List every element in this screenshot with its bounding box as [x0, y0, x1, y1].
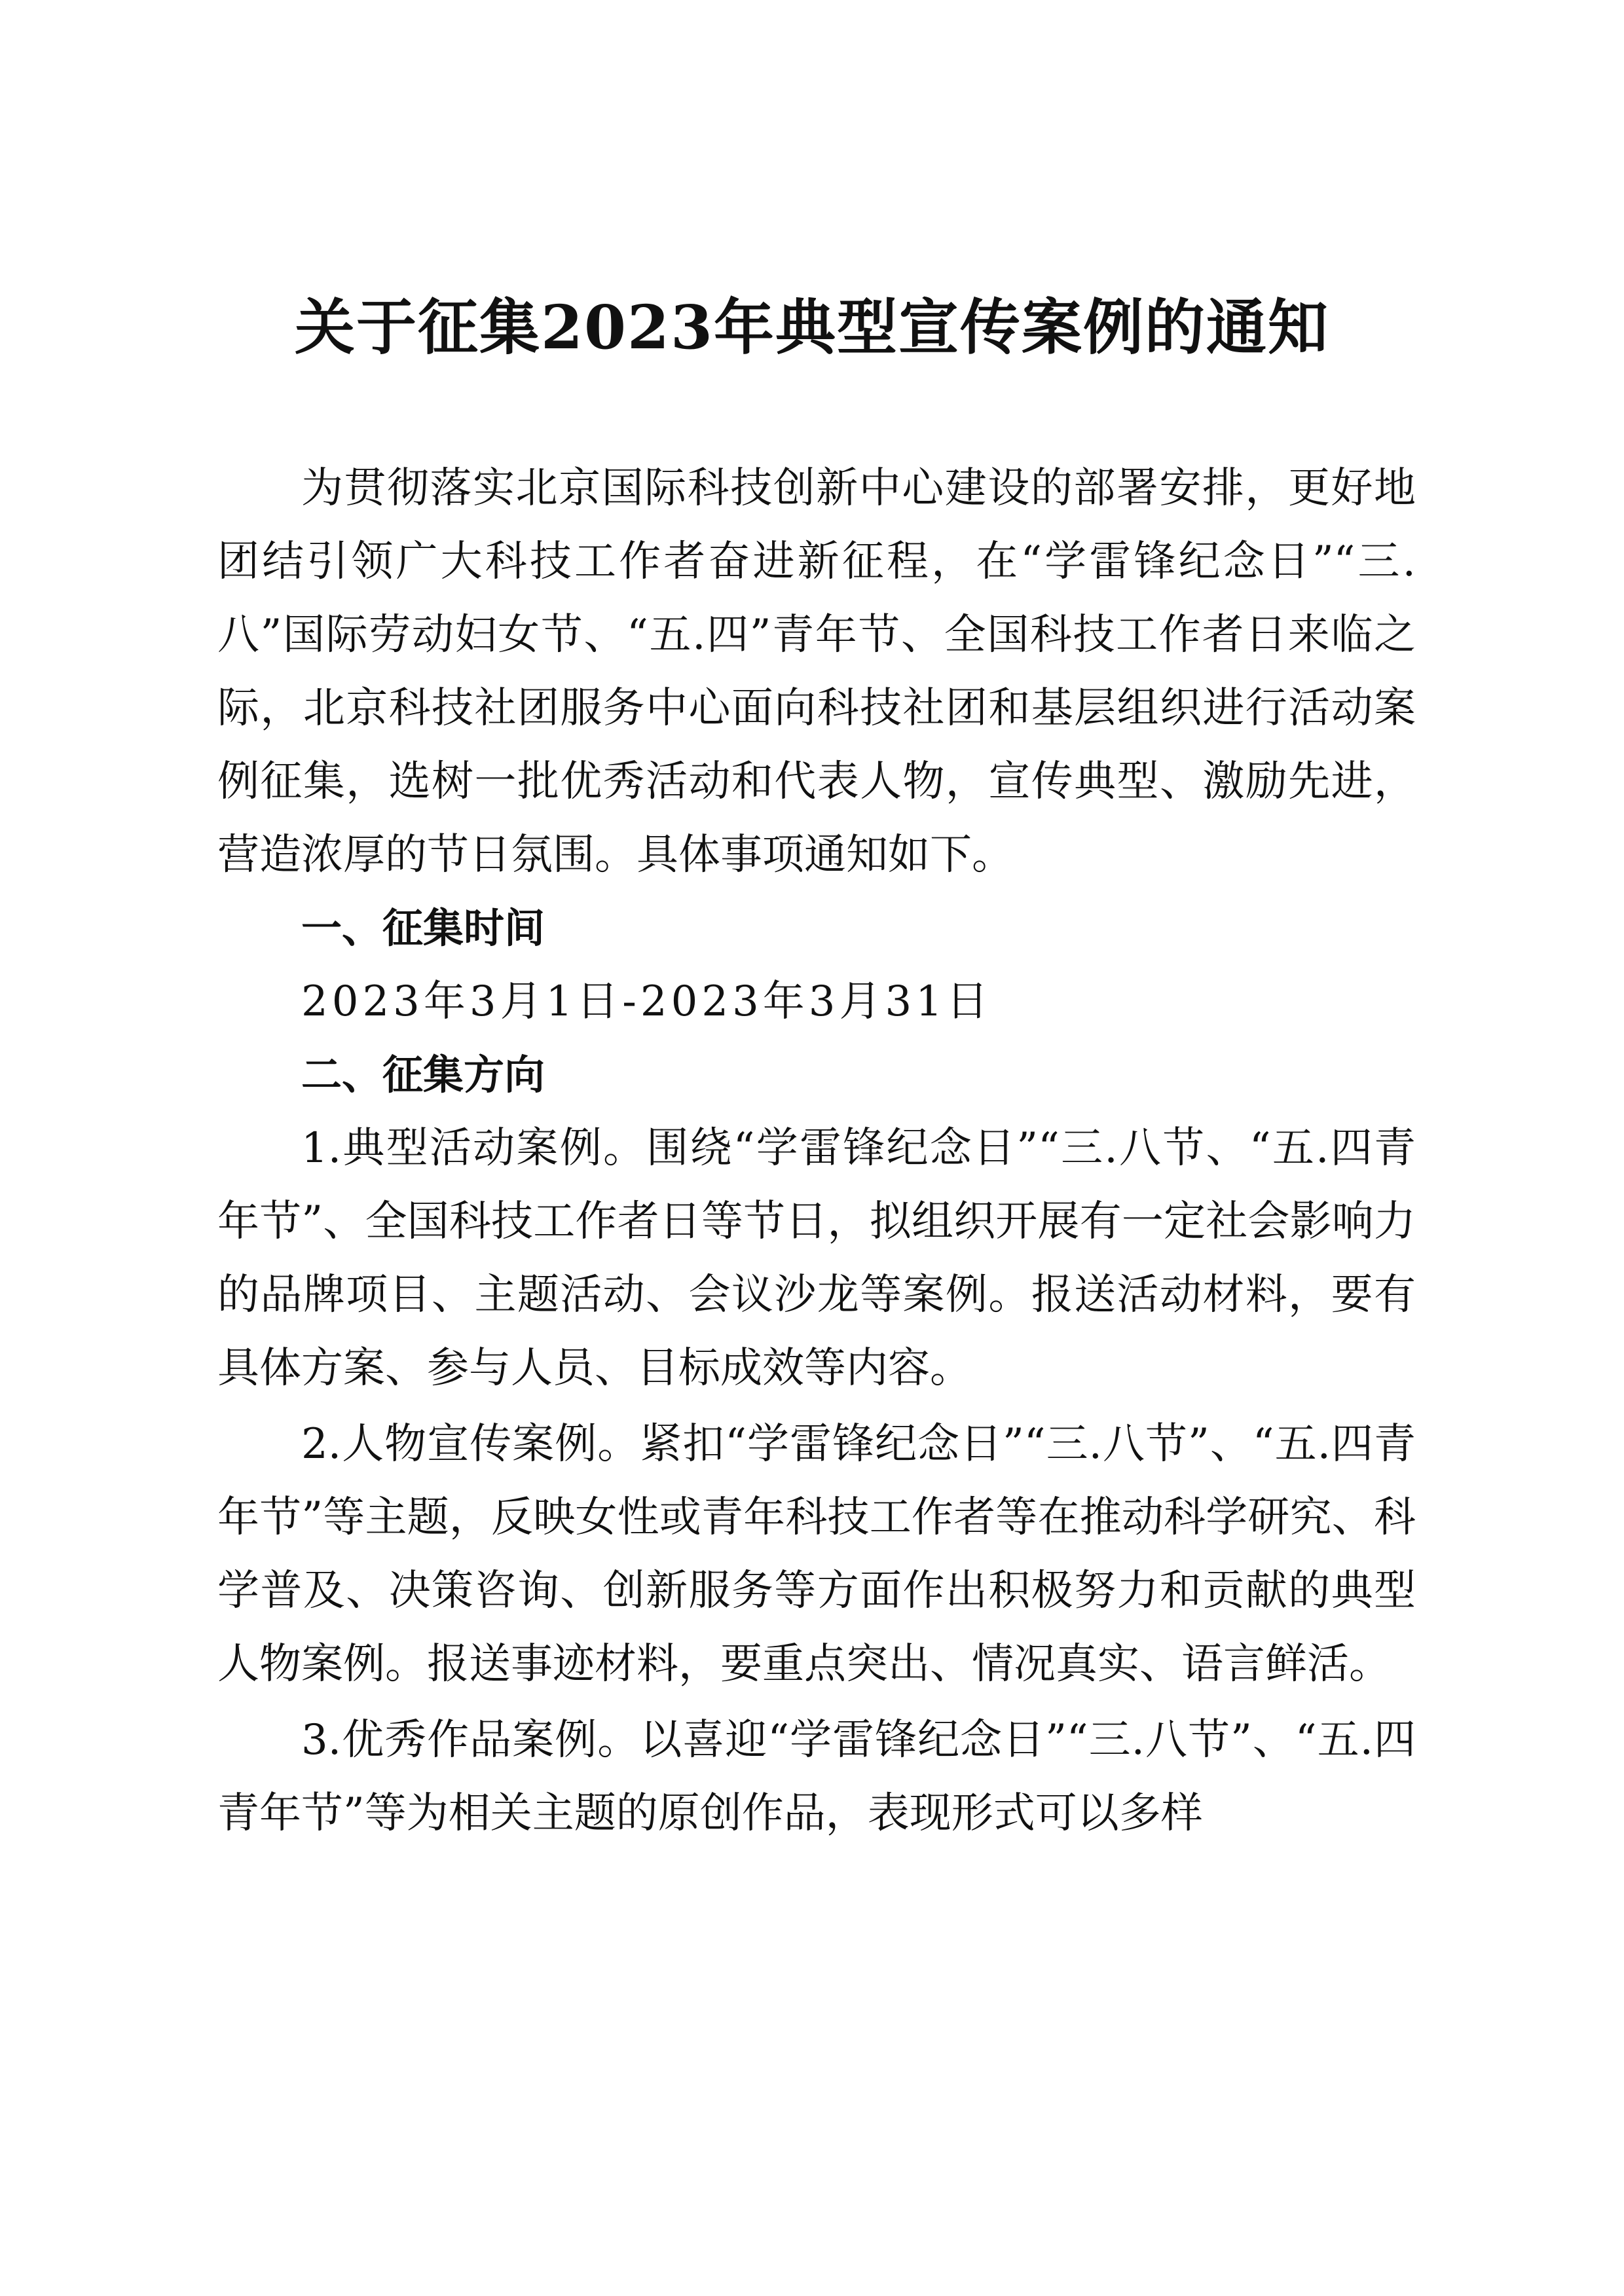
- item-people-publicity-cases: 2.人物宣传案例。紧扣“学雷锋纪念日”“三.八节”、“五.四青年节”等主题，反映女性或青年科技工作者等在推动科学研究、科学普及、决策咨询、创新服务等方面作出积极努力和贡献的典型人物案例。报送事迹材料，要重点突出、情况真实、语言鲜活。: [217, 1420, 1416, 1688]
- item-typical-activity-cases: 1.典型活动案例。围绕“学雷锋纪念日”“三.八节、“五.四青年节”、全国科技工作者日等节日，拟组织开展有一定社会影响力的品牌项目、主题活动、会议沙龙等案例。报送活动材料，要有具体方案、参与人员、目标成效等内容。: [217, 1124, 1416, 1393]
- item-excellent-work-cases: 3.优秀作品案例。以喜迎“学雷锋纪念日”“三.八节”、“五.四青年节”等为相关主题的原创作品，表现形式可以多样: [217, 1716, 1416, 1838]
- intro-paragraph: 为贯彻落实北京国际科技创新中心建设的部署安排，更好地团结引领广大科技工作者奋进新征程，在“学雷锋纪念日”“三.八”国际劳动妇女节、“五.四”青年节、全国科技工作者日来临之际，北京科技社团服务中心面向科技社团和基层组织进行活动案例征集，选树一批优秀活动和代表人物，宣传典型、激励先进，营造浓厚的节日氛围。具体事项通知如下。: [217, 464, 1416, 879]
- document-title: 关于征集2023年典型宣传案例的通知: [294, 292, 1330, 363]
- section-heading-collection-time: 一、征集时间: [301, 904, 545, 952]
- document-body: [217, 452, 1416, 1850]
- section-heading-collection-direction: 二、征集方向: [301, 1051, 545, 1099]
- collection-date-range: 2023年3月1日-2023年3月31日: [301, 977, 992, 1026]
